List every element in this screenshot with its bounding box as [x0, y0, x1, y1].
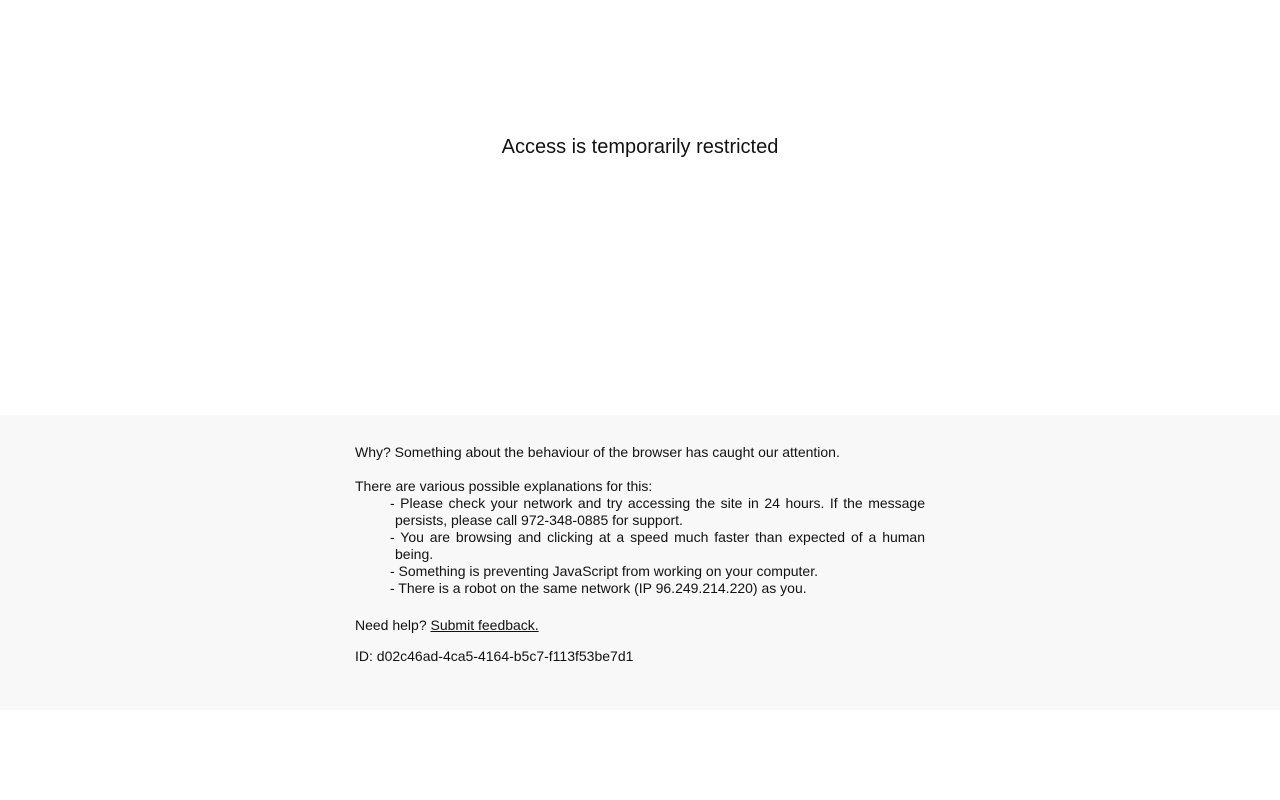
page-title: Access is temporarily restricted: [501, 136, 779, 158]
explanations-heading: There are various possible explanations for this:: [355, 478, 653, 494]
reason-item: - There is a robot on the same network (IP 96.249.214.220) as you.: [390, 580, 807, 596]
why-text: Why? Something about the behaviour of the browser has caught our attention.: [355, 444, 840, 460]
reason-item: - Please check your network and try accessing the site in 24 hours. If the message persists, please call 972-348-0885 for support.: [390, 495, 925, 528]
reason-item: - Something is preventing JavaScript from working on your computer.: [390, 563, 818, 579]
help-prefix: Need help?: [355, 617, 427, 633]
info-content: [355, 444, 925, 665]
help-line: [355, 617, 925, 634]
request-id: ID: d02c46ad-4ca5-4164-b5c7-f113f53be7d1: [355, 648, 634, 664]
reasons-list: [355, 495, 925, 597]
reason-item: - You are browsing and clicking at a speed much faster than expected of a human being.: [390, 529, 925, 562]
submit-feedback-link[interactable]: Submit feedback.: [430, 617, 539, 633]
